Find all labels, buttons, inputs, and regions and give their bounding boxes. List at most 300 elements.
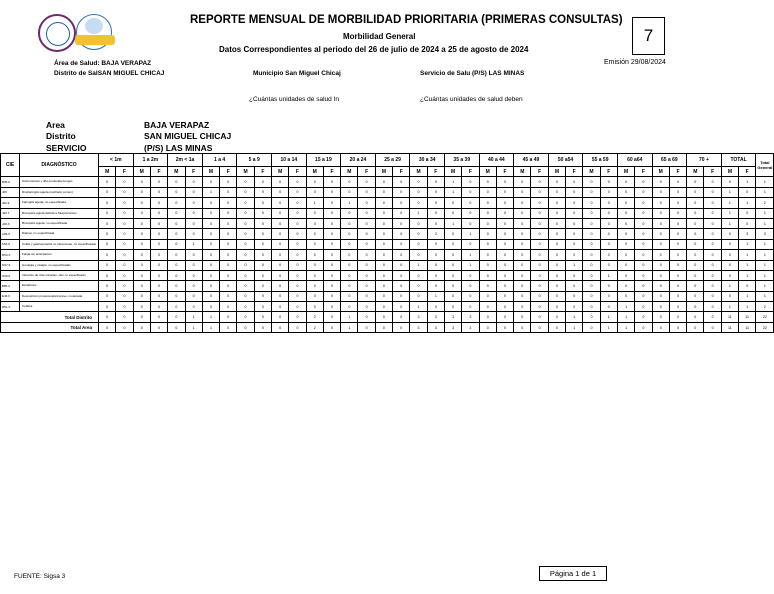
count-cell: 0 (479, 198, 496, 208)
count-cell: 0 (531, 270, 548, 280)
count-cell: 0 (514, 177, 531, 187)
count-cell: 11 (739, 312, 756, 322)
count-cell: 0 (168, 229, 185, 239)
count-cell: 0 (237, 322, 254, 332)
count-cell: 0 (531, 291, 548, 301)
count-cell: 0 (669, 198, 686, 208)
area-value: BAJA VERAPAZ (144, 120, 210, 130)
count-cell: 0 (272, 281, 289, 291)
count-cell: 0 (289, 281, 306, 291)
age-group-header: 1 a 4 (202, 154, 237, 167)
count-cell: 0 (635, 281, 652, 291)
count-cell: 0 (687, 260, 704, 270)
count-cell: 0 (687, 291, 704, 301)
count-cell: 0 (496, 270, 513, 280)
count-cell: 0 (548, 187, 565, 197)
servicio-label: SERVICIO (46, 143, 87, 153)
count-cell: 0 (444, 198, 461, 208)
age-group-header: 40 a 44 (479, 154, 514, 167)
count-cell: 0 (687, 250, 704, 260)
count-cell: 0 (548, 302, 565, 312)
count-cell: 0 (669, 250, 686, 260)
count-cell: 0 (652, 291, 669, 301)
count-cell: 0 (220, 187, 237, 197)
count-cell: 0 (289, 177, 306, 187)
count-cell: 0 (652, 177, 669, 187)
count-cell: 1 (444, 177, 461, 187)
count-cell: 0 (375, 312, 392, 322)
male-header: M (99, 167, 116, 177)
count-cell: 0 (375, 229, 392, 239)
count-cell: 0 (358, 239, 375, 249)
count-cell: 0 (548, 322, 565, 332)
count-cell: 0 (306, 208, 323, 218)
count-cell: 0 (306, 177, 323, 187)
count-cell: 1 (739, 302, 756, 312)
table-row (1, 270, 774, 280)
count-cell: 0 (168, 291, 185, 301)
count-cell: 0 (116, 302, 133, 312)
count-cell: 0 (617, 208, 634, 218)
cie-code: E46.X (1, 291, 20, 301)
count-cell: 0 (739, 218, 756, 228)
count-cell: 0 (479, 187, 496, 197)
total-distrito-row (1, 312, 774, 322)
count-cell: 0 (99, 198, 116, 208)
count-cell: 0 (341, 208, 358, 218)
count-cell: 0 (99, 260, 116, 270)
count-cell: 0 (669, 239, 686, 249)
count-cell: 0 (548, 229, 565, 239)
count-cell: 0 (341, 229, 358, 239)
count-cell: 0 (479, 218, 496, 228)
count-cell: 0 (617, 187, 634, 197)
count-cell: 0 (237, 281, 254, 291)
count-cell: 0 (237, 218, 254, 228)
count-cell: 0 (548, 260, 565, 270)
count-cell: 0 (116, 312, 133, 322)
count-cell: 0 (566, 302, 583, 312)
count-cell: 0 (150, 322, 167, 332)
count-cell: 1 (721, 198, 738, 208)
male-header: M (375, 167, 392, 177)
count-cell: 0 (323, 260, 340, 270)
male-header: M (548, 167, 565, 177)
count-cell: 0 (306, 291, 323, 301)
count-cell: 0 (514, 229, 531, 239)
count-cell: 0 (220, 281, 237, 291)
count-cell: 0 (289, 239, 306, 249)
count-cell: 0 (220, 239, 237, 249)
count-cell: 0 (116, 291, 133, 301)
count-cell: 0 (548, 291, 565, 301)
grand-total-cell: 1 (756, 250, 774, 260)
count-cell: 0 (272, 250, 289, 260)
count-cell: 1 (566, 322, 583, 332)
count-cell: 0 (237, 250, 254, 260)
female-header: F (254, 167, 271, 177)
count-cell: 1 (739, 260, 756, 270)
count-cell: 0 (393, 270, 410, 280)
count-cell: 0 (617, 291, 634, 301)
count-cell: 0 (306, 250, 323, 260)
cie-code: J06 (1, 187, 20, 197)
count-cell: 0 (254, 187, 271, 197)
count-cell: 0 (375, 302, 392, 312)
count-cell: 0 (427, 239, 444, 249)
count-cell: 0 (479, 322, 496, 332)
count-cell: 0 (99, 177, 116, 187)
count-cell: 0 (358, 187, 375, 197)
female-header: F (427, 167, 444, 177)
age-group-header: TOTAL (721, 154, 756, 167)
count-cell: 0 (410, 250, 427, 260)
count-cell: 0 (479, 250, 496, 260)
count-cell: 0 (254, 281, 271, 291)
count-cell: 0 (479, 260, 496, 270)
count-cell: 0 (548, 281, 565, 291)
count-cell: 0 (617, 177, 634, 187)
male-header: M (617, 167, 634, 177)
count-cell: 0 (583, 250, 600, 260)
count-cell: 0 (652, 208, 669, 218)
count-cell: 0 (237, 208, 254, 218)
female-header: F (220, 167, 237, 177)
count-cell: 1 (202, 322, 219, 332)
count-cell: 0 (669, 312, 686, 322)
count-cell: 0 (393, 198, 410, 208)
count-cell: 1 (739, 291, 756, 301)
count-cell: 3 (444, 312, 461, 322)
count-cell: 0 (99, 218, 116, 228)
count-cell: 0 (375, 270, 392, 280)
count-cell: 0 (133, 281, 150, 291)
diagnosis-text: Gonalgia y mialgia, no especificadas (20, 260, 99, 270)
female-header: F (496, 167, 513, 177)
count-cell: 0 (444, 270, 461, 280)
count-cell: 0 (479, 281, 496, 291)
grand-total-cell: 1 (756, 208, 774, 218)
count-cell: 0 (704, 281, 721, 291)
count-cell: 3 (462, 312, 479, 322)
male-header: M (410, 167, 427, 177)
grand-total-cell: 1 (756, 260, 774, 270)
count-cell: 0 (514, 291, 531, 301)
count-cell: 0 (202, 177, 219, 187)
male-header: M (479, 167, 496, 177)
source-note: FUENTE: Sigsa 3 (14, 573, 66, 580)
count-cell: 0 (479, 208, 496, 218)
count-cell: 0 (462, 177, 479, 187)
count-cell: 0 (393, 281, 410, 291)
count-cell: 0 (150, 208, 167, 218)
count-cell: 0 (669, 302, 686, 312)
male-header: M (237, 167, 254, 177)
count-cell: 0 (237, 291, 254, 301)
count-cell: 0 (704, 260, 721, 270)
count-cell: 0 (444, 302, 461, 312)
count-cell: 0 (704, 198, 721, 208)
count-cell: 0 (496, 291, 513, 301)
count-cell: 0 (531, 177, 548, 187)
count-cell: 0 (358, 198, 375, 208)
age-group-header: 55 a 59 (583, 154, 618, 167)
count-cell: 0 (687, 302, 704, 312)
female-header: F (462, 167, 479, 177)
count-cell: 1 (341, 312, 358, 322)
count-cell: 0 (514, 322, 531, 332)
count-cell: 0 (531, 250, 548, 260)
table-row (1, 208, 774, 218)
count-cell: 0 (358, 260, 375, 270)
cie-code: B86.X (1, 281, 20, 291)
male-header: M (202, 167, 219, 177)
count-cell: 0 (185, 270, 202, 280)
count-cell: 0 (375, 250, 392, 260)
count-cell: 0 (393, 239, 410, 249)
count-cell: 0 (185, 291, 202, 301)
mspas-logo (38, 14, 76, 52)
count-cell: 0 (341, 187, 358, 197)
count-cell: 0 (133, 250, 150, 260)
count-cell: 0 (531, 322, 548, 332)
grand-total-cell: 1 (756, 270, 774, 280)
count-cell: 0 (496, 302, 513, 312)
count-cell: 0 (687, 208, 704, 218)
count-cell: 0 (514, 218, 531, 228)
diagnosis-header: DIAGNÓSTICO (20, 154, 99, 177)
count-cell: 0 (116, 239, 133, 249)
count-cell: 0 (116, 270, 133, 280)
count-cell: 0 (652, 198, 669, 208)
count-cell: 0 (514, 281, 531, 291)
count-cell: 0 (254, 250, 271, 260)
count-cell: 0 (462, 291, 479, 301)
count-cell: 0 (375, 177, 392, 187)
count-cell: 11 (739, 322, 756, 332)
count-cell: 0 (220, 270, 237, 280)
count-cell: 0 (600, 208, 617, 218)
diagnosis-text: Escabiosis (20, 281, 99, 291)
count-cell: 0 (600, 187, 617, 197)
count-cell: 2 (306, 322, 323, 332)
count-cell: 0 (237, 187, 254, 197)
male-header: M (306, 167, 323, 177)
count-cell: 0 (566, 270, 583, 280)
count-cell: 0 (116, 281, 133, 291)
count-cell: 0 (289, 302, 306, 312)
count-cell: 0 (323, 218, 340, 228)
count-cell: 0 (479, 229, 496, 239)
grand-total-cell: 1 (756, 177, 774, 187)
male-header: M (444, 167, 461, 177)
count-cell: 0 (721, 291, 738, 301)
age-group-header: 1 a 2m (133, 154, 168, 167)
count-cell: 0 (289, 291, 306, 301)
count-cell: 1 (410, 260, 427, 270)
count-cell: 0 (237, 198, 254, 208)
count-cell: 0 (566, 250, 583, 260)
age-group-header: 30 a 34 (410, 154, 445, 167)
count-cell: 0 (323, 208, 340, 218)
count-cell: 0 (185, 250, 202, 260)
count-cell: 0 (150, 291, 167, 301)
diagnosis-text: Faringitis aguda, no especificada (20, 198, 99, 208)
count-cell: 0 (220, 198, 237, 208)
count-cell: 0 (410, 281, 427, 291)
count-cell: 1 (341, 322, 358, 332)
count-cell: 0 (358, 250, 375, 260)
count-cell: 1 (185, 322, 202, 332)
count-cell: 0 (617, 260, 634, 270)
count-cell: 0 (462, 208, 479, 218)
count-cell: 0 (133, 260, 150, 270)
total-area-row (1, 322, 774, 332)
count-cell: 3 (739, 229, 756, 239)
count-cell: 0 (600, 229, 617, 239)
count-cell: 1 (721, 281, 738, 291)
count-cell: 0 (496, 208, 513, 218)
count-cell: 0 (168, 270, 185, 280)
count-cell: 0 (375, 218, 392, 228)
count-cell: 0 (272, 187, 289, 197)
count-cell: 0 (254, 302, 271, 312)
distrito-salud: Distrito de SalSAN MIGUEL CHICAJ (54, 70, 165, 77)
count-cell: 0 (635, 239, 652, 249)
count-cell: 0 (444, 229, 461, 239)
count-cell: 0 (220, 260, 237, 270)
diagnosis-text: Colitis y gastroenteritis no infecciosas, no especificadas (20, 239, 99, 249)
count-cell: 0 (254, 239, 271, 249)
count-cell: 0 (289, 260, 306, 270)
count-cell: 0 (254, 229, 271, 239)
count-cell: 0 (669, 281, 686, 291)
count-cell: 0 (652, 322, 669, 332)
cie-code: R51.X (1, 302, 20, 312)
count-cell: 0 (254, 270, 271, 280)
count-cell: 3 (410, 322, 427, 332)
count-cell: 0 (669, 291, 686, 301)
count-cell: 0 (323, 198, 340, 208)
count-cell: 0 (237, 239, 254, 249)
count-cell: 0 (306, 218, 323, 228)
count-cell: 0 (306, 239, 323, 249)
count-cell: 0 (272, 260, 289, 270)
count-cell: 0 (306, 229, 323, 239)
count-cell: 0 (168, 177, 185, 187)
female-header: F (600, 167, 617, 177)
count-cell: 1 (739, 239, 756, 249)
count-cell: 0 (341, 281, 358, 291)
diagnosis-text: Desnutrición proteicocalórica leve, moderada (20, 291, 99, 301)
cie-code: M17.9 (1, 260, 20, 270)
age-group-header: 5 a 9 (237, 154, 272, 167)
male-header: M (583, 167, 600, 177)
count-cell: 0 (393, 250, 410, 260)
count-cell: 0 (150, 250, 167, 260)
count-cell: 0 (254, 312, 271, 322)
count-cell: 0 (202, 229, 219, 239)
count-cell: 0 (652, 302, 669, 312)
diagnosis-text: Fatiga sin anticipación (20, 250, 99, 260)
count-cell: 0 (583, 229, 600, 239)
count-cell: 0 (393, 312, 410, 322)
count-cell: 0 (168, 218, 185, 228)
count-cell: 0 (133, 291, 150, 301)
count-cell: 0 (341, 218, 358, 228)
count-cell: 0 (99, 239, 116, 249)
count-cell: 0 (272, 177, 289, 187)
count-cell: 0 (669, 177, 686, 187)
count-cell: 0 (531, 229, 548, 239)
count-cell: 0 (323, 239, 340, 249)
count-cell: 0 (237, 229, 254, 239)
female-header: F (393, 167, 410, 177)
count-cell: 0 (531, 239, 548, 249)
count-cell: 0 (410, 270, 427, 280)
count-cell: 0 (393, 291, 410, 301)
count-cell: 0 (462, 218, 479, 228)
count-cell: 0 (133, 270, 150, 280)
count-cell: 0 (531, 198, 548, 208)
count-cell: 0 (202, 250, 219, 260)
count-cell: 0 (99, 270, 116, 280)
count-cell: 2 (306, 312, 323, 322)
count-cell: 0 (185, 208, 202, 218)
count-cell: 0 (133, 322, 150, 332)
male-header: M (341, 167, 358, 177)
table-row (1, 239, 774, 249)
count-cell: 0 (133, 198, 150, 208)
count-cell: 0 (289, 322, 306, 332)
siaas-logo (76, 14, 112, 50)
count-cell: 0 (704, 218, 721, 228)
count-cell: 0 (583, 270, 600, 280)
count-cell: 0 (600, 291, 617, 301)
count-cell: 0 (479, 291, 496, 301)
servicio-value: (P/S) LAS MINAS (144, 143, 213, 153)
count-cell: 0 (496, 187, 513, 197)
female-header: F (150, 167, 167, 177)
area-salud: Área de Salud: BAJA VERAPAZ (54, 60, 152, 67)
count-cell: 1 (739, 177, 756, 187)
count-cell: 0 (583, 198, 600, 208)
count-cell: 0 (220, 312, 237, 322)
count-cell: 0 (514, 239, 531, 249)
count-cell: 0 (99, 322, 116, 332)
age-group-header: 10 a 14 (272, 154, 307, 167)
count-cell: 0 (220, 208, 237, 218)
count-cell: 0 (358, 322, 375, 332)
count-cell: 0 (427, 208, 444, 218)
count-cell: 0 (133, 229, 150, 239)
count-cell: 1 (306, 198, 323, 208)
count-cell: 0 (341, 270, 358, 280)
count-cell: 0 (168, 187, 185, 197)
count-cell: 0 (341, 177, 358, 187)
count-cell: 0 (393, 260, 410, 270)
count-cell: 0 (358, 270, 375, 280)
diagnosis-text: Bronquitis aguda debida a Streptococcus (20, 208, 99, 218)
count-cell: 3 (444, 322, 461, 332)
count-cell: 0 (306, 260, 323, 270)
count-cell: 0 (600, 218, 617, 228)
female-header: F (185, 167, 202, 177)
count-cell: 0 (462, 187, 479, 197)
count-cell: 0 (427, 270, 444, 280)
count-cell: 0 (669, 270, 686, 280)
count-cell: 0 (669, 208, 686, 218)
